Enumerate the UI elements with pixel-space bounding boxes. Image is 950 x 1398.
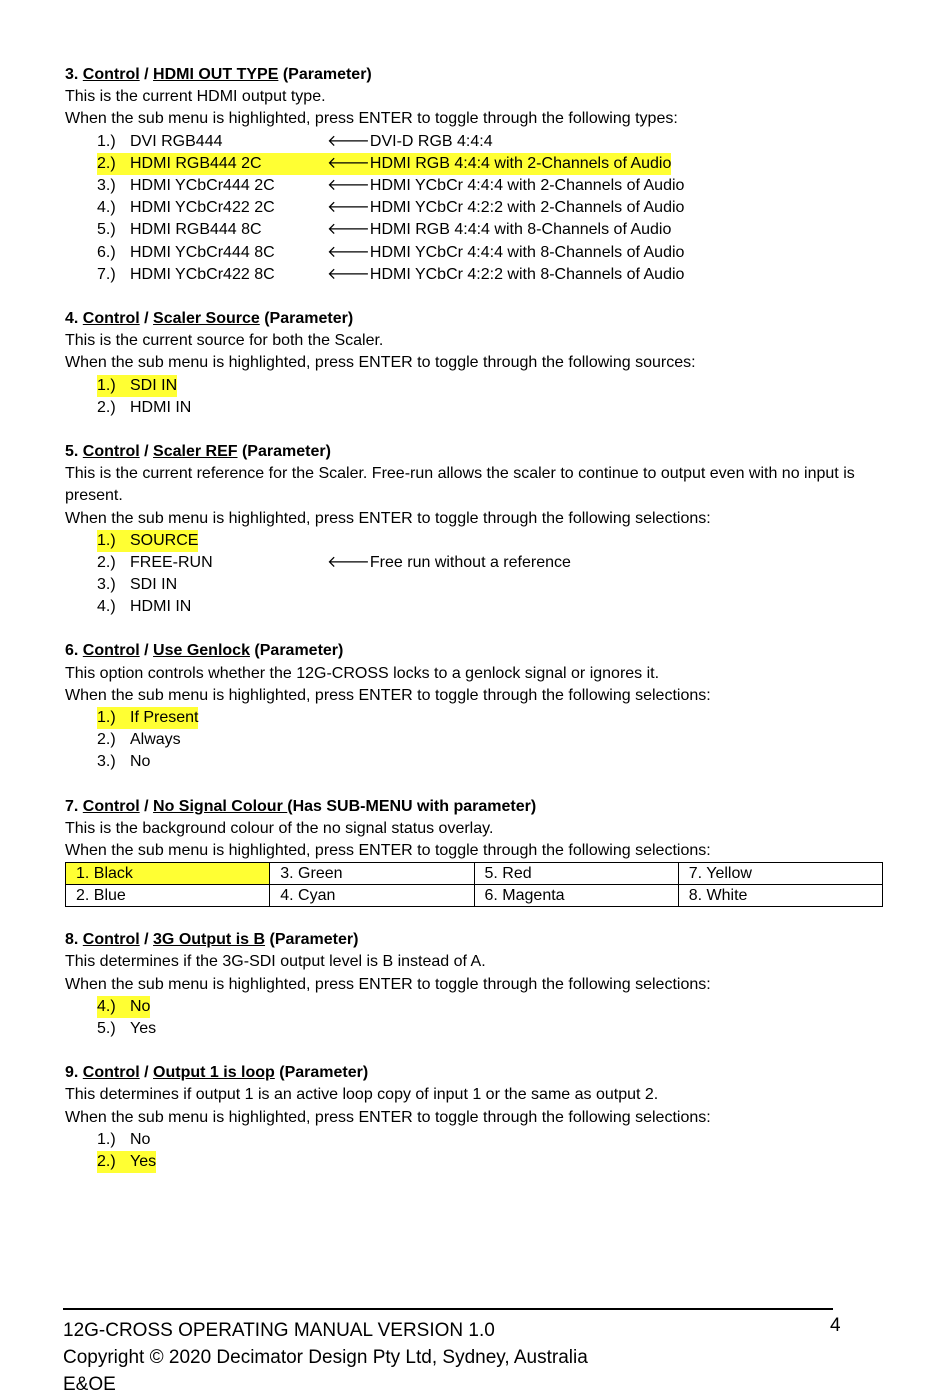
option-list <box>97 375 883 419</box>
footer-divider <box>63 1308 833 1310</box>
section-instruction: When the sub menu is highlighted, press ENTER to toggle through the following selections: <box>65 1108 711 1126</box>
section-heading: 4. Control / Scaler Source (Parameter) <box>65 309 354 327</box>
section-instruction: When the sub menu is highlighted, press ENTER to toggle through the following selections: <box>65 842 711 860</box>
section-hdmi-out-type <box>65 64 883 286</box>
section-scaler-source <box>65 308 883 419</box>
option-list <box>97 131 883 286</box>
footer-eoe: E&OE <box>63 1374 116 1395</box>
page-footer <box>63 1308 833 1398</box>
table-row <box>66 885 883 907</box>
footer-copyright: Copyright © 2020 Decimator Design Pty Ltd, Sydney, Australia <box>63 1347 588 1368</box>
list-item-selected: 1.) SOURCE <box>97 530 883 552</box>
table-row <box>66 863 883 885</box>
list-item: 1.) No <box>97 1130 151 1148</box>
section-heading: 5. Control / Scaler REF (Parameter) <box>65 442 331 460</box>
list-item-selected: 2.) HDMI RGB444 2C 🡐HDMI RGB 4:4:4 with 2-Channels of Audio <box>97 153 883 175</box>
list-item-selected: 1.) If Present <box>97 707 883 729</box>
section-instruction: When the sub menu is highlighted, press ENTER to toggle through the following selections: <box>65 686 711 704</box>
section-description: This option controls whether the 12G-CROSS locks to a genlock signal or ignores it. <box>65 664 660 682</box>
option-list <box>97 996 883 1040</box>
section-heading: 8. Control / 3G Output is B (Parameter) <box>65 931 359 949</box>
section-heading: 9. Control / Output 1 is loop (Parameter) <box>65 1064 369 1082</box>
list-item: 1.) DVI RGB444 🡐DVI-D RGB 4:4:4 <box>97 132 493 150</box>
list-item: 2.) FREE-RUN 🡐Free run without a reference <box>97 553 571 571</box>
list-item: 4.) HDMI IN <box>97 598 192 616</box>
list-item: 5.) HDMI RGB444 8C 🡐HDMI RGB 4:4:4 with 8-Channels of Audio <box>97 221 672 239</box>
table-cell-selected: 1. Black <box>66 863 270 885</box>
section-description: This is the current source for both the Scaler. <box>65 332 384 350</box>
section-instruction: When the sub menu is highlighted, press ENTER to toggle through the following selections: <box>65 509 711 527</box>
list-item-selected: 2.) Yes <box>97 1151 883 1173</box>
option-list <box>97 530 883 619</box>
section-description: This determines if the 3G-SDI output level is B instead of A. <box>65 953 486 971</box>
table-cell: 3. Green <box>270 863 474 885</box>
list-item: 5.) Yes <box>97 1020 157 1038</box>
list-item: 3.) HDMI YCbCr444 2C 🡐HDMI YCbCr 4:4:4 with 2-Channels of Audio <box>97 176 685 194</box>
page-number: 4 <box>830 1315 841 1336</box>
section-heading: 7. Control / No Signal Colour (Has SUB-MENU with parameter) <box>65 797 537 815</box>
section-output-1-loop <box>65 1062 883 1173</box>
option-list <box>97 707 883 774</box>
section-instruction: When the sub menu is highlighted, press ENTER to toggle through the following types: <box>65 110 678 128</box>
section-3g-output <box>65 929 883 1040</box>
option-list <box>97 1129 883 1173</box>
table-cell: 2. Blue <box>66 885 270 907</box>
list-item: 3.) No <box>97 753 151 771</box>
list-item: 7.) HDMI YCbCr422 8C 🡐HDMI YCbCr 4:2:2 with 8-Channels of Audio <box>97 265 685 283</box>
manual-page-body <box>65 64 883 1195</box>
section-description: This is the background colour of the no signal status overlay. <box>65 819 494 837</box>
footer-text <box>63 1317 833 1398</box>
section-description: This determines if output 1 is an active loop copy of input 1 or the same as output 2. <box>65 1086 659 1104</box>
section-scaler-ref <box>65 441 883 619</box>
table-cell: 4. Cyan <box>270 885 474 907</box>
table-cell: 6. Magenta <box>474 885 678 907</box>
list-item-selected: 1.) SDI IN <box>97 375 883 397</box>
list-item: 4.) HDMI YCbCr422 2C 🡐HDMI YCbCr 4:2:2 with 2-Channels of Audio <box>97 199 685 217</box>
list-item: 2.) HDMI IN <box>97 398 192 416</box>
section-heading: 3. Control / HDMI OUT TYPE (Parameter) <box>65 66 372 83</box>
table-cell: 7. Yellow <box>678 863 882 885</box>
list-item: 6.) HDMI YCbCr444 8C 🡐HDMI YCbCr 4:4:4 with 8-Channels of Audio <box>97 243 685 261</box>
section-description: This is the current reference for the Scaler. Free-run allows the scaler to continue to output even with no input is present. <box>65 465 855 505</box>
list-item: 3.) SDI IN <box>97 576 178 594</box>
section-no-signal-colour <box>65 796 883 908</box>
table-cell: 8. White <box>678 885 882 907</box>
section-description: This is the current HDMI output type. <box>65 88 326 106</box>
list-item-selected: 4.) No <box>97 996 883 1018</box>
section-use-genlock <box>65 640 883 773</box>
footer-manual-title: 12G-CROSS OPERATING MANUAL VERSION 1.0 <box>63 1320 495 1341</box>
table-cell: 5. Red <box>474 863 678 885</box>
section-instruction: When the sub menu is highlighted, press ENTER to toggle through the following selections: <box>65 975 711 993</box>
colour-table <box>65 862 883 907</box>
list-item: 2.) Always <box>97 731 181 749</box>
section-heading: 6. Control / Use Genlock (Parameter) <box>65 642 344 660</box>
section-instruction: When the sub menu is highlighted, press ENTER to toggle through the following sources: <box>65 354 696 372</box>
